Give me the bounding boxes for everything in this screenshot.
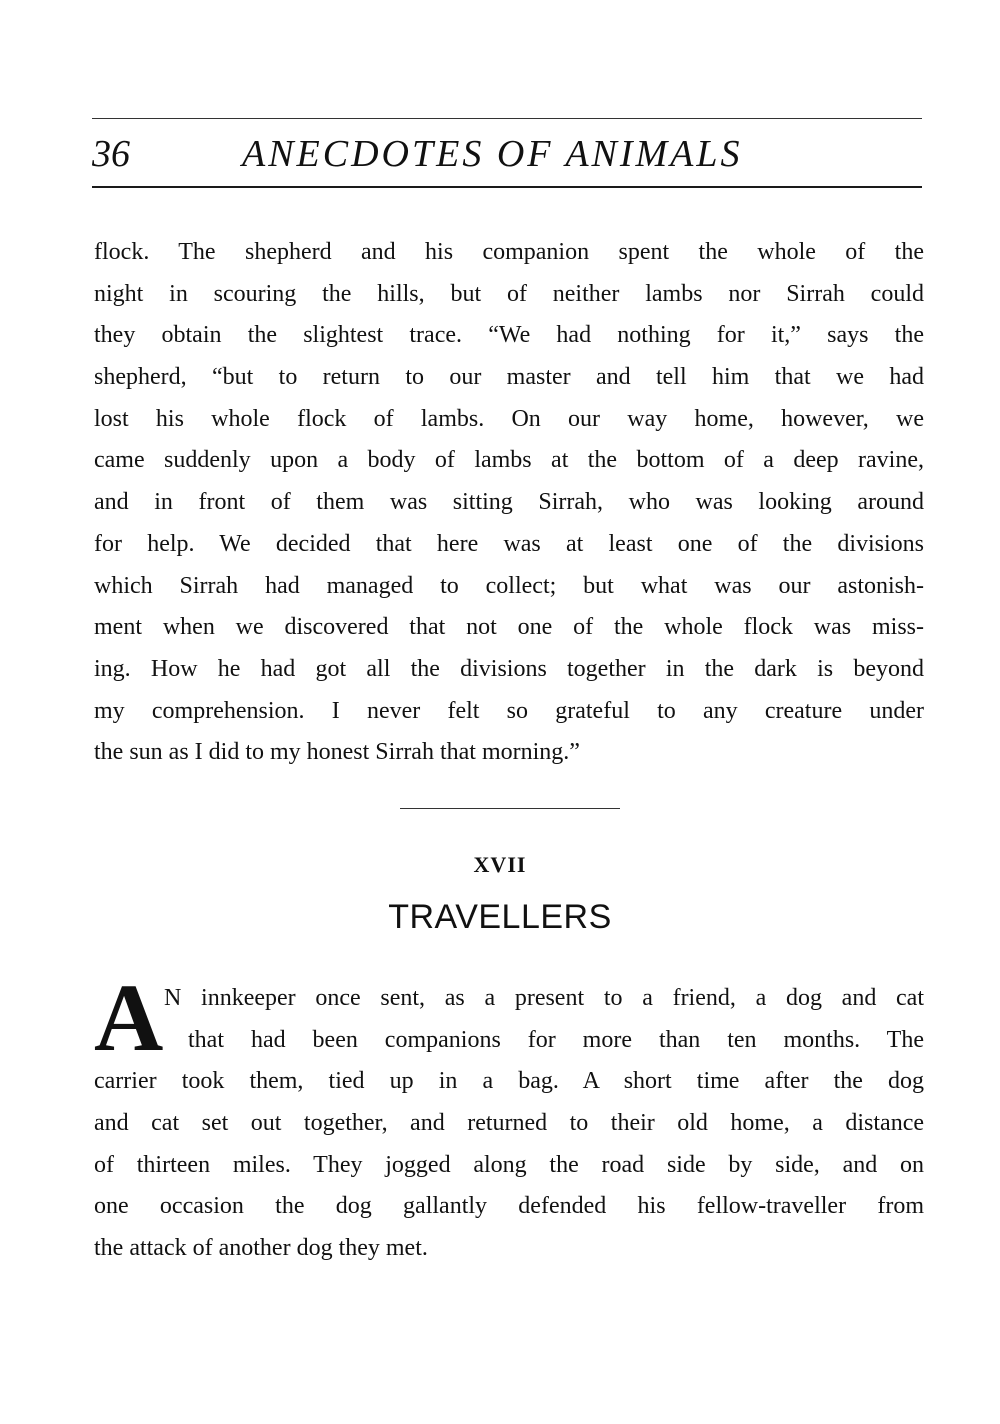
text-line: carrier took them, tied up in a bag. A short time after the dog: [94, 1068, 924, 1095]
text-line: night in scouring the hills, but of neither lambs nor Sirrah could: [94, 280, 924, 307]
text-line: my comprehension. I never felt so grateful to any creature under: [94, 697, 924, 724]
section-number: XVII: [473, 852, 527, 877]
text-line: flock. The shepherd and his companion spent the whole of the: [94, 239, 924, 265]
text-line: N innkeeper once sent, as a present to a friend, a dog and cat: [164, 985, 924, 1011]
text-line: and cat set out together, and returned to their old home, a distance: [94, 1110, 924, 1137]
text-line: and in front of them was sitting Sirrah, who was looking around: [94, 489, 924, 516]
text-line: one occasion the dog gallantly defended his fellow-traveller from: [94, 1193, 924, 1220]
text-line: that had been companions for more than ten months. The: [188, 1026, 924, 1053]
text-line: which Sirrah had managed to collect; but what was our astonish-: [94, 572, 924, 599]
page-header: [92, 128, 922, 180]
running-title: ANECDOTES OF ANIMALS: [242, 133, 743, 175]
paragraph-1: [94, 232, 924, 774]
text-line: for help. We decided that here was at least one of the divisions: [94, 530, 924, 557]
drop-cap: A: [94, 964, 164, 1071]
text-line: the attack of another dog they met.: [94, 1235, 428, 1262]
text-line: shepherd, “but to return to our master and tell him that we had: [94, 364, 924, 391]
top-rule: [92, 118, 922, 119]
text-line: the sun as I did to my honest Sirrah that morning.”: [94, 739, 580, 766]
section-divider: [400, 808, 620, 809]
text-line: of thirteen miles. They jogged along the road side by side, and on: [94, 1151, 924, 1178]
paragraph-2: [94, 964, 924, 1270]
text-line: came suddenly upon a body of lambs at the bottom of a deep ravine,: [94, 447, 924, 474]
page-number: 36: [92, 133, 130, 175]
section-title: TRAVELLERS: [388, 898, 612, 936]
text-line: lost his whole flock of lambs. On our way home, however, we: [94, 405, 924, 432]
text-line: they obtain the slightest trace. “We had nothing for it,” says the: [94, 322, 924, 349]
text-line: ment when we discovered that not one of the whole flock was miss-: [94, 614, 924, 641]
header-rule: [92, 186, 922, 188]
text-line: ing. How he had got all the divisions together in the dark is beyond: [94, 655, 924, 682]
